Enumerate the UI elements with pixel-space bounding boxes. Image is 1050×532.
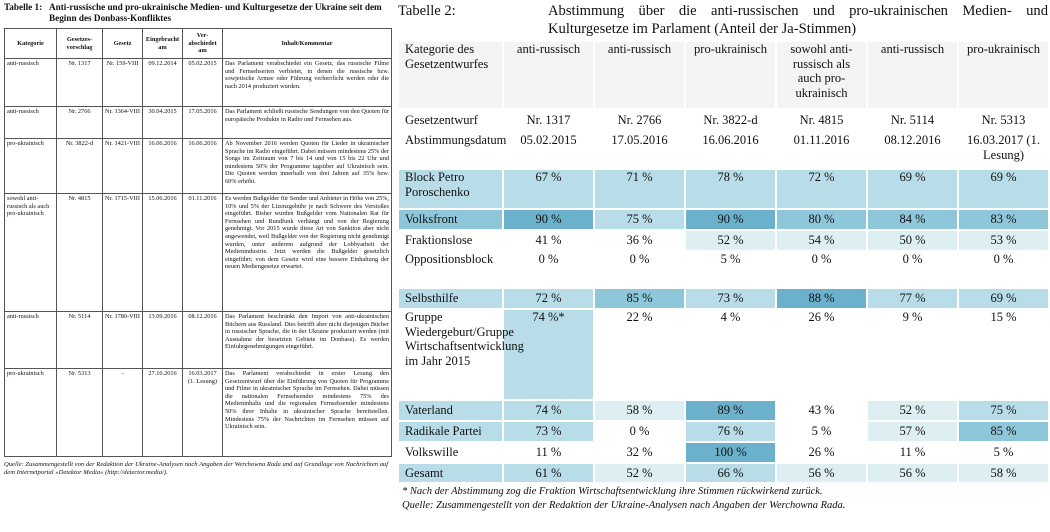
table2-faction-label: Block Petro Poroschenko [398, 169, 503, 209]
table2-source: Quelle: Zusammengestellt von der Redaktion der Ukraine-Analysen nach Angaben der Werchowna Rada. [402, 500, 846, 511]
table2-value-cell: 0 % [958, 251, 1049, 288]
table2-value-cell: 89 % [685, 400, 776, 421]
table2-value-cell: 90 % [685, 209, 776, 230]
table1-cell-gesetz: Nr. 1780-VIII [103, 312, 143, 369]
table1-cell-kategorie: anti-russisch [5, 312, 57, 369]
table1-header-row [5, 29, 392, 59]
table2-faction-row [398, 251, 1049, 288]
table1-column-header: Gesetzes-vorschlag [57, 29, 103, 59]
table2-category-cell: pro-ukrainisch [685, 41, 776, 109]
table1-row [5, 194, 392, 312]
table2-draft-cell: Nr. 3822-d [685, 109, 776, 132]
table2-value-cell: 85 % [594, 288, 685, 309]
table2-caption [398, 2, 1048, 40]
table1-cell-vorschlag: Nr. 5114 [57, 312, 103, 369]
table2-faction-row [398, 288, 1049, 309]
table2-value-cell: 11 % [867, 442, 958, 463]
table2-footnote: * Nach der Abstimmung zog die Fraktion Wirtschaftsentwicklung ihre Stimmen rückwirkend zurück. [402, 486, 823, 497]
table1-cell-eingebracht: 15.06.2016 [143, 194, 183, 312]
table2-faction-row [398, 400, 1049, 421]
table2-category-cell: anti-russisch [503, 41, 594, 109]
table2-value-cell: 15 % [958, 309, 1049, 400]
table2-faction-row [398, 230, 1049, 251]
table2-value-cell: 58 % [594, 400, 685, 421]
table2-faction-row [398, 209, 1049, 230]
table1-cell-verabschiedet: 16.06.2016 [183, 139, 223, 194]
table2-value-cell: 50 % [867, 230, 958, 251]
table2-panel [398, 2, 1048, 513]
table1-cell-inhalt: Es werden Bußgelder für Sender und Anbieter in Höhe von 25%, 10% und 5% der Lizenzgebühr je nach Schwere des Verstoßes eingeführt. Bisher wurden Bußgelder vom Nationalen Rat für Fernsehen und Rundfunk verhängt und von der Regierung genehmigt. Vor 2015 wurde diese Art von Sanktion aber nicht angewendet, weil Bußgelder von der Regierung nicht genehmigt wurden, unter anderem aufgrund der Lobbyarbeit der Medienindustrie. Jetzt werden die Bußgelder gesetzlich eingeführt; von dem Gesetz wird eine bessere Einhaltung der neuen Mediengesetze erwartet. [223, 194, 392, 312]
table2-faction-label: Volksfront [398, 209, 503, 230]
table2-value-cell: 26 % [776, 309, 867, 400]
table1-panel [4, 2, 392, 477]
table1-cell-kategorie: pro-ukrainisch [5, 139, 57, 194]
table2-value-cell: 0 % [594, 251, 685, 288]
table1-column-header: Kategorie [5, 29, 57, 59]
table1-row [5, 369, 392, 457]
table2-value-cell: 41 % [503, 230, 594, 251]
table2-date-row [398, 132, 1049, 169]
table1-cell-kategorie: pro-ukrainisch [5, 369, 57, 457]
table1-cell-vorschlag: Nr. 5313 [57, 369, 103, 457]
table2-value-cell: 56 % [867, 463, 958, 483]
table2-value-cell: 61 % [503, 463, 594, 483]
table1-cell-eingebracht: 16.06.2016 [143, 139, 183, 194]
table1-column-header: Inhalt/Kommentar [223, 29, 392, 59]
table2-title: Abstimmung über die anti-russischen und pro-ukrainischen Medien- und Kulturgesetze im Parlament (Anteil der Ja-Stimmen) [548, 3, 1048, 37]
table2-value-cell: 52 % [594, 463, 685, 483]
table1-row [5, 59, 392, 107]
table2-faction-label: Volkswille [398, 442, 503, 463]
table2-value-cell: 52 % [867, 400, 958, 421]
table2-date-cell: 17.05.2016 [594, 132, 685, 169]
table2-value-cell: 5 % [776, 421, 867, 442]
table2-draft-cell: Nr. 5114 [867, 109, 958, 132]
table2-value-cell: 5 % [958, 442, 1049, 463]
table2-value-cell: 43 % [776, 400, 867, 421]
table1-row [5, 312, 392, 369]
table2-value-cell: 73 % [685, 288, 776, 309]
table2-date-label: Abstimmungsdatum [398, 132, 503, 169]
table2-faction-label: Gruppe Wiedergeburt/Gruppe Wirtschaftsentwicklung im Jahr 2015 [398, 309, 503, 400]
table2-faction-row [398, 309, 1049, 400]
table2-value-cell: 0 % [867, 251, 958, 288]
table2-draft-cell: Nr. 1317 [503, 109, 594, 132]
table2-value-cell: 22 % [594, 309, 685, 400]
table2-value-cell: 32 % [594, 442, 685, 463]
table2-value-cell: 0 % [776, 251, 867, 288]
table2-value-cell: 84 % [867, 209, 958, 230]
table2-value-cell: 69 % [867, 169, 958, 209]
table1-cell-vorschlag: Nr. 1317 [57, 59, 103, 107]
table2-date-cell: 01.11.2016 [776, 132, 867, 169]
table2-value-cell: 100 % [685, 442, 776, 463]
table2-date-cell: 16.03.2017 (1. Lesung) [958, 132, 1049, 169]
table1-cell-inhalt: Das Parlament schließt russische Sendungen von den Quoten für europäische Produkte in Radio und Fernsehen aus. [223, 107, 392, 139]
table1-cell-gesetz: Nr. 1421-VIII [103, 139, 143, 194]
table2-value-cell: 52 % [685, 230, 776, 251]
table1-row [5, 139, 392, 194]
table1-source: Quelle: Zusammengestellt von der Redaktion der Ukraine-Analysen nach Angaben der Werchowna Rada und auf Grundlage von Nachrichten auf dem Internetportal »Detektor Media« (http://detector.media/). [4, 461, 389, 476]
table2-draft-cell: Nr. 2766 [594, 109, 685, 132]
table2-draft-cell: Nr. 5313 [958, 109, 1049, 132]
table2-value-cell: 54 % [776, 230, 867, 251]
table2-value-cell: 75 % [958, 400, 1049, 421]
table2-category-cell: anti-russisch [594, 41, 685, 109]
table2-value-cell: 73 % [503, 421, 594, 442]
table2-category-cell: sowohl anti-russisch als auch pro-ukrainisch [776, 41, 867, 109]
table2-value-cell: 75 % [594, 209, 685, 230]
table2-category-row [398, 41, 1049, 109]
table2-draft-row [398, 109, 1049, 132]
table2-value-cell: 5 % [685, 251, 776, 288]
table2-value-cell: 74 % [503, 400, 594, 421]
table2-value-cell: 69 % [958, 288, 1049, 309]
table2-faction-label: Fraktionslose [398, 230, 503, 251]
table2-date-cell: 08.12.2016 [867, 132, 958, 169]
table1-title: Anti-russische und pro-ukrainische Medien- und Kulturgesetze der Ukraine seit dem Beginn des Donbass-Konfliktes [49, 2, 382, 23]
table2-faction-row [398, 463, 1049, 483]
table1-column-header: Ver-abschiedet am [183, 29, 223, 59]
table2-value-cell: 74 %* [503, 309, 594, 400]
table2-value-cell: 66 % [685, 463, 776, 483]
table2-faction-row [398, 169, 1049, 209]
table1 [4, 28, 392, 457]
table1-caption [4, 2, 392, 24]
table1-cell-inhalt: Das Parlament verabschiedet ein Gesetz, das russische Filme und Fernsehserien verbietet, in denen die russische bzw. sowjetische Armee oder Führung verherrlicht werden oder die nach 2014 produziert wurden. [223, 59, 392, 107]
table2-value-cell: 11 % [503, 442, 594, 463]
table2-faction-label: Gesamt [398, 463, 503, 483]
table2-number: Tabelle 2: [398, 3, 456, 19]
table2-value-cell: 0 % [503, 251, 594, 288]
table2-value-cell: 57 % [867, 421, 958, 442]
table1-cell-kategorie: sowohl anti-russisch als auch pro-ukrainisch [5, 194, 57, 312]
table2-value-cell: 76 % [685, 421, 776, 442]
table2-value-cell: 53 % [958, 230, 1049, 251]
table2-value-cell: 4 % [685, 309, 776, 400]
table2-value-cell: 85 % [958, 421, 1049, 442]
table1-cell-gesetz: Nr. 159-VIII [103, 59, 143, 107]
table2-faction-label: Selbsthilfe [398, 288, 503, 309]
table2-faction-row [398, 442, 1049, 463]
table2-value-cell: 36 % [594, 230, 685, 251]
table2-date-cell: 16.06.2016 [685, 132, 776, 169]
table2-category-label: Kategorie des Gesetzentwurfes [398, 41, 503, 109]
table2-category-cell: anti-russisch [867, 41, 958, 109]
table1-cell-vorschlag: Nr. 4815 [57, 194, 103, 312]
table2-category-cell: pro-ukrainisch [958, 41, 1049, 109]
table2-value-cell: 26 % [776, 442, 867, 463]
table1-row [5, 107, 392, 139]
table2-faction-label: Oppositionsblock [398, 251, 503, 288]
table1-column-header: Eingebracht am [143, 29, 183, 59]
table2-value-cell: 9 % [867, 309, 958, 400]
table2-value-cell: 0 % [594, 421, 685, 442]
table2-faction-row [398, 421, 1049, 442]
table2-value-cell: 56 % [776, 463, 867, 483]
table2-value-cell: 80 % [776, 209, 867, 230]
table2-value-cell: 90 % [503, 209, 594, 230]
table2-draft-label: Gesetzentwurf [398, 109, 503, 132]
table2-value-cell: 77 % [867, 288, 958, 309]
table1-cell-verabschiedet: 16.03.2017 (1. Lesung) [183, 369, 223, 457]
table2-value-cell: 71 % [594, 169, 685, 209]
table1-cell-gesetz: Nr. 1715-VIII [103, 194, 143, 312]
table2-value-cell: 88 % [776, 288, 867, 309]
table1-cell-eingebracht: 09.12.2014 [143, 59, 183, 107]
table1-cell-verabschiedet: 05.02.2015 [183, 59, 223, 107]
table1-cell-kategorie: anti-russisch [5, 107, 57, 139]
table1-cell-eingebracht: 13.09.2016 [143, 312, 183, 369]
table1-cell-verabschiedet: 17.05.2016 [183, 107, 223, 139]
table2-date-cell: 05.02.2015 [503, 132, 594, 169]
table1-cell-eingebracht: 30.04.2015 [143, 107, 183, 139]
table1-cell-verabschiedet: 08.12.2016 [183, 312, 223, 369]
table2-faction-label: Vaterland [398, 400, 503, 421]
table1-number: Tabelle 1: [4, 2, 43, 12]
table1-cell-inhalt: Ab November 2016 werden Quoten für Lieder in ukrainischer Sprache im Radio eingeführt. Dabei müssen mindestens 25% der Songs im Zeitraum von 7 bis 14 und von 15 bis 22 Uhr und mindestens 50% der Programme tagsüber auf Ukrainisch sein. Die Quoten werden innerhalb von drei Jahren auf 35% bzw. 60% erhöht. [223, 139, 392, 194]
table2-faction-label: Radikale Partei [398, 421, 503, 442]
table2 [397, 40, 1050, 484]
table1-cell-vorschlag: Nr. 3822-d [57, 139, 103, 194]
table1-cell-inhalt: Das Parlament verabschiedet in erster Lesung den Gesetzentwurf über die Einführung von Quoten für Programme und Filme in ukrainischer Sprache im Fernsehen. Dabei müssen die nationalen Fernsehsender mindestens 75% des Medieninhalts und die regionalen Fernsehsender mindestens 50% ihrer Inhalte in ukrainischer Sprache bereitstellen. Mindestens 75% der Nachrichten im Fernsehen müssen auf Ukrainisch sein. [223, 369, 392, 457]
table2-value-cell: 69 % [958, 169, 1049, 209]
table2-value-cell: 78 % [685, 169, 776, 209]
table1-cell-gesetz: - [103, 369, 143, 457]
table2-value-cell: 72 % [776, 169, 867, 209]
table1-cell-kategorie: anti-russisch [5, 59, 57, 107]
table1-column-header: Gesetz [103, 29, 143, 59]
table1-cell-gesetz: Nr. 1364-VIII [103, 107, 143, 139]
table2-value-cell: 67 % [503, 169, 594, 209]
table2-value-cell: 58 % [958, 463, 1049, 483]
table2-draft-cell: Nr. 4815 [776, 109, 867, 132]
table1-cell-verabschiedet: 01.11.2016 [183, 194, 223, 312]
table2-value-cell: 83 % [958, 209, 1049, 230]
table1-cell-eingebracht: 27.10.2016 [143, 369, 183, 457]
table1-cell-vorschlag: Nr. 2766 [57, 107, 103, 139]
table2-value-cell: 72 % [503, 288, 594, 309]
table1-cell-inhalt: Das Parlament beschränkt den Import von anti-ukrainischen Büchern aus Russland. Dies betrifft aber nicht diejenigen Bücher in russischer Sprache, die in der Ukraine produziert werden (mit Ausnahme der besetzten Gebiete im Donbass). Es werden Einfuhrgenehmigungen eingeführt. [223, 312, 392, 369]
